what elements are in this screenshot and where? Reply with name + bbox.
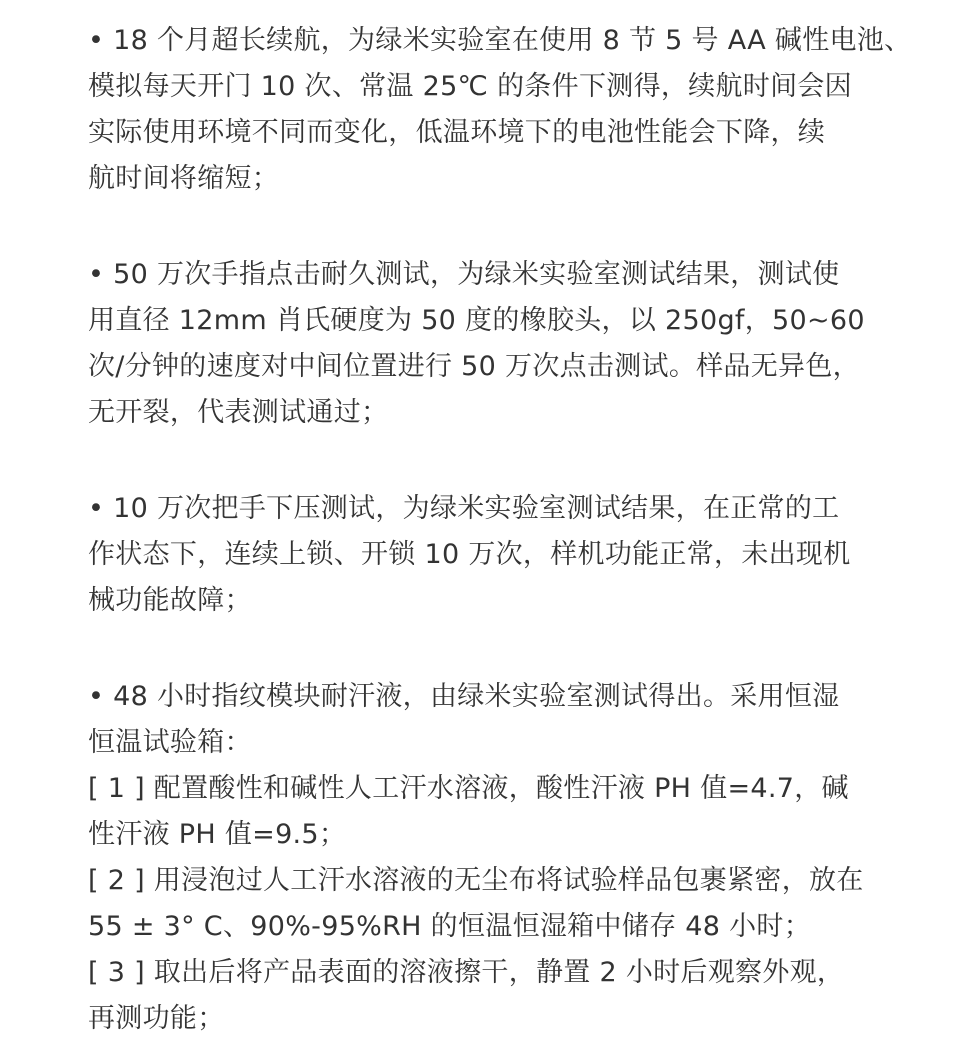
paragraph-handle-press-test [88,486,851,624]
paragraph-finger-click-test [88,252,865,436]
text-line: • 50 万次手指点击耐久测试，为绿米实验室测试结果，测试使 [88,259,840,290]
text-line: 性汗液 PH 值=9.5； [88,819,347,850]
text-line: • 10 万次把手下压测试，为绿米实验室测试结果，在正常的工 [88,493,840,524]
text-line: 作状态下，连续上锁、开锁 10 万次，样机功能正常，未出现机 [88,539,851,570]
paragraph-battery-life [88,18,912,202]
text-line: [ 1 ] 配置酸性和碱性人工汗水溶液，酸性汗液 PH 值=4.7，碱 [88,773,849,804]
text-line: 再测功能； [88,1003,225,1034]
text-line: 用直径 12mm 肖氏硬度为 50 度的橡胶头，以 250gf，50~60 [88,305,865,336]
text-line: 无开裂，代表测试通过； [88,397,389,428]
text-line: [ 2 ] 用浸泡过人工汗水溶液的无尘布将试验样品包裹紧密，放在 [88,865,864,896]
text-line: 55 ± 3° C、90%-95%RH 的恒温恒湿箱中储存 48 小时； [88,911,811,942]
text-line: [ 3 ] 取出后将产品表面的溶液擦干，静置 2 小时后观察外观， [88,957,845,988]
text-line: • 48 小时指纹模块耐汗液，由绿米实验室测试得出。采用恒湿 [88,681,840,712]
text-line: 械功能故障； [88,585,252,616]
text-line: 航时间将缩短； [88,163,280,194]
text-line: 恒温试验箱： [88,727,252,758]
text-line: • 18 个月超长续航，为绿米实验室在使用 8 节 5 号 AA 碱性电池、 [88,25,912,56]
paragraph-sweat-test [88,674,864,1042]
text-line: 模拟每天开门 10 次、常温 25℃ 的条件下测得，续航时间会因 [88,71,852,102]
text-line: 次/分钟的速度对中间位置进行 50 万次点击测试。样品无异色， [88,351,860,382]
document-body [88,18,912,1042]
text-line: 实际使用环境不同而变化，低温环境下的电池性能会下降，续 [88,117,826,148]
